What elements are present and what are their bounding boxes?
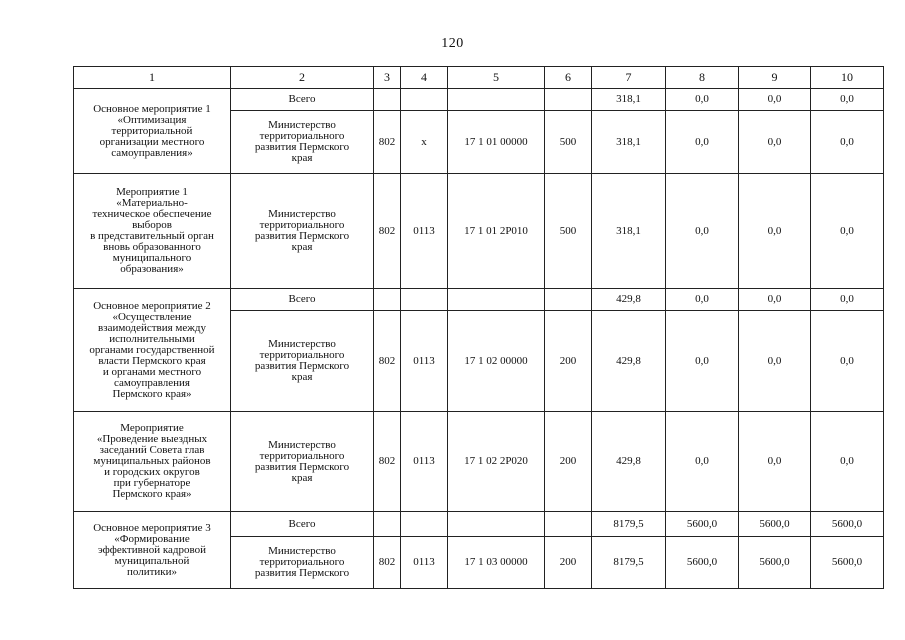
table-row — [74, 89, 884, 111]
section-code-cell — [401, 89, 448, 111]
section-code-cell: 0113 — [401, 412, 448, 512]
value-col7-cell: 429,8 — [592, 289, 666, 311]
value-col9-cell: 5600,0 — [739, 537, 811, 589]
value-col10-cell: 5600,0 — [811, 537, 884, 589]
value-col8-cell: 5600,0 — [666, 512, 739, 537]
value-col7-cell: 318,1 — [592, 89, 666, 111]
activity-name-cell: Мероприятие 1 «Материально- техническое обеспечение выборов в представительный орган вновь образованного муниципального образования» — [74, 174, 231, 289]
section-code-cell: 0113 — [401, 537, 448, 589]
value-col9-cell: 0,0 — [739, 412, 811, 512]
value-col10-cell: 0,0 — [811, 174, 884, 289]
value-col7-cell: 429,8 — [592, 311, 666, 412]
value-col10-cell: 0,0 — [811, 289, 884, 311]
expense-type-cell — [545, 89, 592, 111]
section-code-cell — [401, 512, 448, 537]
value-col7-cell: 318,1 — [592, 111, 666, 174]
header-row — [74, 67, 884, 89]
target-article-cell: 17 1 02 00000 — [448, 311, 545, 412]
value-col10-cell: 0,0 — [811, 111, 884, 174]
value-col7-cell: 8179,5 — [592, 537, 666, 589]
target-article-cell: 17 1 03 00000 — [448, 537, 545, 589]
target-article-cell: 17 1 02 2Р020 — [448, 412, 545, 512]
executor-cell: Министерство территориального развития Пермского края — [231, 111, 374, 174]
header-cell-2: 2 — [231, 67, 374, 89]
value-col8-cell: 5600,0 — [666, 537, 739, 589]
expense-type-cell: 500 — [545, 174, 592, 289]
executor-cell: Всего — [231, 89, 374, 111]
value-col8-cell: 0,0 — [666, 89, 739, 111]
value-col10-cell: 0,0 — [811, 89, 884, 111]
target-article-cell — [448, 512, 545, 537]
header-cell-3: 3 — [374, 67, 401, 89]
header-cell-6: 6 — [545, 67, 592, 89]
value-col8-cell: 0,0 — [666, 174, 739, 289]
value-col10-cell: 5600,0 — [811, 512, 884, 537]
executor-cell: Всего — [231, 289, 374, 311]
value-col8-cell: 0,0 — [666, 111, 739, 174]
expense-type-cell: 200 — [545, 537, 592, 589]
table-row — [74, 174, 884, 289]
expense-type-cell: 200 — [545, 412, 592, 512]
executor-cell: Всего — [231, 512, 374, 537]
expense-type-cell — [545, 289, 592, 311]
section-code-cell — [401, 289, 448, 311]
value-col8-cell: 0,0 — [666, 311, 739, 412]
grbs-code-cell: 802 — [374, 537, 401, 589]
header-cell-5: 5 — [448, 67, 545, 89]
table-row — [74, 512, 884, 537]
grbs-code-cell: 802 — [374, 111, 401, 174]
value-col8-cell: 0,0 — [666, 289, 739, 311]
grbs-code-cell: 802 — [374, 174, 401, 289]
table-row — [74, 289, 884, 311]
grbs-code-cell: 802 — [374, 311, 401, 412]
value-col10-cell: 0,0 — [811, 311, 884, 412]
value-col9-cell: 5600,0 — [739, 512, 811, 537]
section-code-cell: 0113 — [401, 174, 448, 289]
budget-table — [73, 66, 884, 589]
header-cell-1: 1 — [74, 67, 231, 89]
value-col9-cell: 0,0 — [739, 89, 811, 111]
header-cell-10: 10 — [811, 67, 884, 89]
target-article-cell: 17 1 01 00000 — [448, 111, 545, 174]
page-number: 120 — [441, 36, 464, 51]
section-code-cell: x — [401, 111, 448, 174]
value-col9-cell: 0,0 — [739, 174, 811, 289]
value-col9-cell: 0,0 — [739, 311, 811, 412]
activity-name-cell: Основное мероприятие 3 «Формирование эффективной кадровой муниципальной политики» — [74, 512, 231, 589]
target-article-cell — [448, 289, 545, 311]
activity-name-cell: Мероприятие «Проведение выездных заседаний Совета глав муниципальных районов и городских округов при губернаторе Пермского края» — [74, 412, 231, 512]
activity-name-cell: Основное мероприятие 1 «Оптимизация территориальной организации местного самоуправления» — [74, 89, 231, 174]
value-col8-cell: 0,0 — [666, 412, 739, 512]
target-article-cell: 17 1 01 2Р010 — [448, 174, 545, 289]
value-col7-cell: 8179,5 — [592, 512, 666, 537]
expense-type-cell — [545, 512, 592, 537]
expense-type-cell: 200 — [545, 311, 592, 412]
activity-name-cell: Основное мероприятие 2 «Осуществление взаимодействия между исполнительными органами государственной власти Пермского края и органами местного самоуправления Пермского края» — [74, 289, 231, 412]
value-col10-cell: 0,0 — [811, 412, 884, 512]
grbs-code-cell — [374, 289, 401, 311]
value-col9-cell: 0,0 — [739, 289, 811, 311]
grbs-code-cell — [374, 512, 401, 537]
target-article-cell — [448, 89, 545, 111]
table-row — [74, 412, 884, 512]
executor-cell: Министерство территориального развития Пермского края — [231, 311, 374, 412]
executor-cell: Министерство территориального развития Пермского края — [231, 174, 374, 289]
header-cell-7: 7 — [592, 67, 666, 89]
header-cell-4: 4 — [401, 67, 448, 89]
value-col7-cell: 429,8 — [592, 412, 666, 512]
grbs-code-cell: 802 — [374, 412, 401, 512]
executor-cell: Министерство территориального развития Пермского — [231, 537, 374, 589]
grbs-code-cell — [374, 89, 401, 111]
expense-type-cell: 500 — [545, 111, 592, 174]
value-col7-cell: 318,1 — [592, 174, 666, 289]
header-cell-8: 8 — [666, 67, 739, 89]
section-code-cell: 0113 — [401, 311, 448, 412]
value-col9-cell: 0,0 — [739, 111, 811, 174]
executor-cell: Министерство территориального развития Пермского края — [231, 412, 374, 512]
header-cell-9: 9 — [739, 67, 811, 89]
